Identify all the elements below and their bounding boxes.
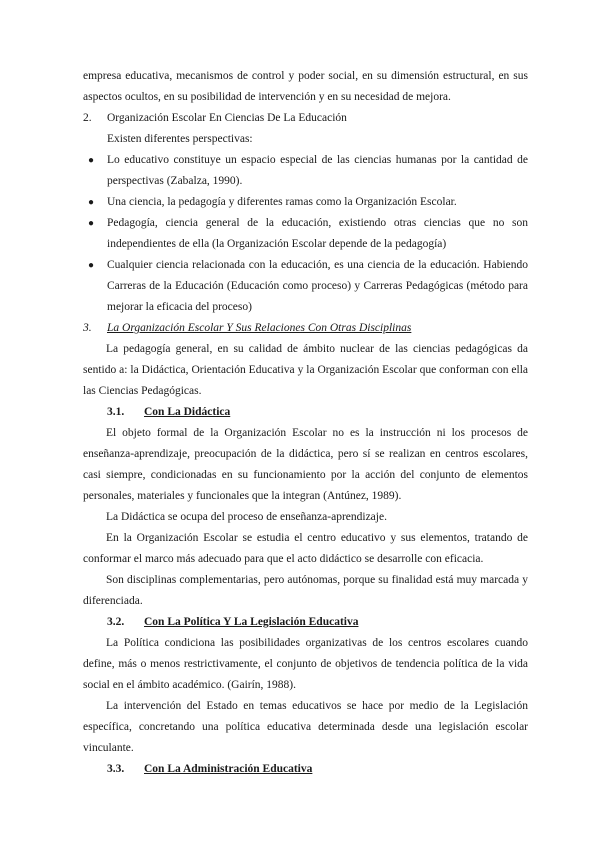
bullet-item: Pedagogía, ciencia general de la educación, existiendo otras ciencias que no son independientes de ella (la Organización Escolar depende de la pedagogía): [107, 217, 528, 250]
subsection-3-2-number: 3.2.: [107, 616, 125, 628]
intro-paragraph: empresa educativa, mecanismos de control y poder social, en su dimensión estructural, en sus aspectos ocultos, en su posibilidad de intervención y en su necesidad de mejora.: [83, 70, 528, 103]
paragraph: En la Organización Escolar se estudia el centro educativo y sus elementos, tratando de conformar el marco más adecuado para que el acto didáctico se desarrolle con eficacia.: [83, 532, 528, 565]
paragraph: La Política condiciona las posibilidades organizativas de los centros escolares cuando define, más o menos restrictivamente, el conjunto de objetivos de tendencia política de la vida social en el ámbito académico. (Gairín, 1988).: [83, 637, 528, 691]
section-2-title: Organización Escolar En Ciencias De La Educación: [107, 112, 347, 124]
section-3-number: 3.: [83, 322, 92, 334]
section-3-title: La Organización Escolar Y Sus Relaciones Con Otras Disciplinas: [107, 322, 412, 334]
paragraph: La intervención del Estado en temas educativos se hace por medio de la Legislación específica, concretando una política educativa determinada desde una legislación escolar vinculante.: [83, 700, 528, 754]
section-3-intro: La pedagogía general, en su calidad de ámbito nuclear de las ciencias pedagógicas da sentido a: la Didáctica, Orientación Educativa y la Organización Escolar que conforman con ella las Ciencias Pedagógicas.: [83, 343, 528, 397]
bullet-item: Una ciencia, la pedagogía y diferentes ramas como la Organización Escolar.: [107, 196, 457, 208]
subsection-3-3-number: 3.3.: [107, 763, 125, 775]
subsection-3-2-title: Con La Política Y La Legislación Educativa: [144, 616, 359, 628]
bullet-item: Cualquier ciencia relacionada con la educación, es una ciencia de la educación. Habiendo Carreras de la Educación (Educación como proceso) y Carreras Pedagógicas (método para mejorar la eficacia del proceso): [107, 259, 528, 313]
paragraph: El objeto formal de la Organización Escolar no es la instrucción ni los procesos de enseñanza-aprendizaje, preocupación de la didáctica, pero sí se realizan en centros escolares, casi siempre, condicionadas en su funcionamiento por la acción del conjunto de elementos personales, materiales y funcionales que la integran (Antúnez, 1989).: [83, 427, 528, 502]
section-2-number: 2.: [83, 112, 92, 124]
paragraph: La Didáctica se ocupa del proceso de enseñanza-aprendizaje.: [106, 511, 387, 523]
subsection-3-1-title: Con La Didáctica: [144, 406, 231, 418]
bullet-item: Lo educativo constituye un espacio especial de las ciencias humanas por la cantidad de perspectivas (Zabalza, 1990).: [107, 154, 528, 187]
bullet-icon: ●: [88, 197, 95, 208]
subsection-3-3-title: Con La Administración Educativa: [144, 763, 313, 775]
subsection-3-1-number: 3.1.: [107, 406, 125, 418]
bullet-icon: ●: [88, 218, 95, 229]
paragraph: Son disciplinas complementarias, pero autónomas, porque su finalidad está muy marcada y diferenciada.: [83, 574, 528, 607]
bullet-icon: ●: [88, 260, 95, 271]
bullet-icon: ●: [88, 155, 95, 166]
section-2-lead: Existen diferentes perspectivas:: [107, 133, 253, 145]
